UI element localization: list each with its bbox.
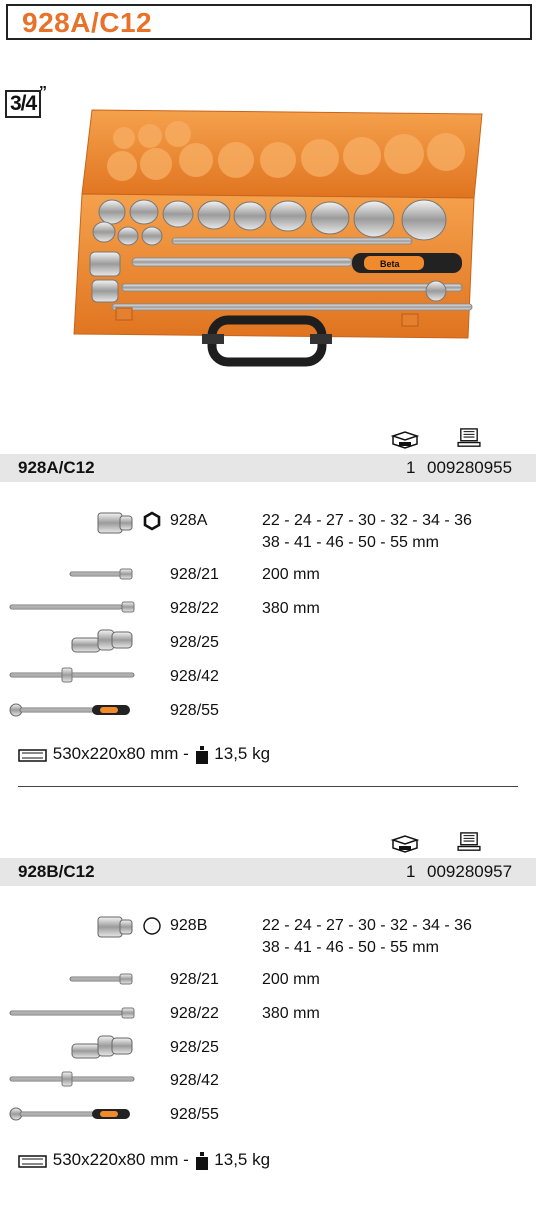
weight-icon — [194, 745, 210, 765]
case-weight: 13,5 kg — [214, 1150, 271, 1169]
item-spec: 200 mm — [262, 971, 320, 988]
hexagon-bold-icon — [142, 511, 162, 531]
ratchet-icon — [8, 1106, 132, 1122]
set-header-strip — [0, 858, 536, 886]
case-weight: 13,5 kg — [214, 744, 271, 763]
set-quantity: 1 — [406, 458, 416, 477]
title-box — [6, 4, 532, 40]
case-dimensions-icon — [18, 1152, 48, 1170]
t-handle-icon — [8, 1070, 136, 1088]
item-ref: 928/25 — [170, 1039, 219, 1056]
page-title: 928A/C12 — [22, 7, 153, 38]
set-quantity: 1 — [406, 862, 416, 881]
item-ref: 928/22 — [170, 1005, 219, 1022]
circle-icon — [142, 916, 162, 936]
set-code: 928A/C12 — [18, 458, 95, 477]
socket-sizes-line-1: 22 - 24 - 27 - 30 - 32 - 34 - 36 — [262, 917, 472, 934]
socket-ref: 928A — [170, 512, 208, 529]
socket-sizes-line-2: 38 - 41 - 46 - 50 - 55 mm — [262, 939, 439, 956]
socket-icon — [96, 912, 136, 942]
set-ean-code: 009280957 — [427, 862, 513, 881]
extension-bar-icon — [8, 1006, 136, 1020]
item-ref: 928/21 — [170, 971, 219, 988]
t-handle-icon — [8, 666, 136, 684]
case-dimensions: 530x220x80 mm - — [52, 744, 189, 763]
universal-joint-icon — [68, 1032, 136, 1062]
set-header-strip — [0, 454, 536, 482]
case-dimensions-icon — [18, 746, 48, 764]
item-spec: 380 mm — [262, 1005, 320, 1022]
item-ref: 928/55 — [170, 702, 219, 719]
drive-size-badge: 3/4 — [5, 90, 41, 118]
case-footer — [18, 744, 270, 765]
item-spec: 200 mm — [262, 566, 320, 583]
extension-bar-icon — [68, 567, 134, 581]
set-ean-code: 009280955 — [427, 458, 513, 477]
case-dimensions: 530x220x80 mm - — [52, 1150, 189, 1169]
item-ref: 928/42 — [170, 668, 219, 685]
universal-joint-icon — [68, 626, 136, 656]
item-ref: 928/42 — [170, 1072, 219, 1089]
item-ref: 928/22 — [170, 600, 219, 617]
barcode-computer-icon — [454, 428, 484, 448]
weight-icon — [194, 1151, 210, 1171]
socket-ref: 928B — [170, 917, 208, 934]
socket-sizes-line-2: 38 - 41 - 46 - 50 - 55 mm — [262, 534, 439, 551]
tool-case-icon — [390, 834, 420, 854]
extension-bar-icon — [68, 972, 134, 986]
extension-bar-icon — [8, 600, 136, 614]
tool-case-icon — [390, 430, 420, 450]
socket-sizes — [262, 915, 472, 959]
case-footer — [18, 1150, 270, 1171]
section-divider — [18, 786, 518, 787]
item-ref: 928/21 — [170, 566, 219, 583]
set-code: 928B/C12 — [18, 862, 95, 881]
photo-brand-label: Beta — [380, 259, 400, 269]
socket-sizes-line-1: 22 - 24 - 27 - 30 - 32 - 34 - 36 — [262, 512, 472, 529]
socket-icon — [96, 508, 136, 538]
item-ref: 928/25 — [170, 634, 219, 651]
drive-size-quote: ” — [39, 84, 47, 101]
item-spec: 380 mm — [262, 600, 320, 617]
socket-sizes — [262, 510, 472, 554]
item-ref: 928/55 — [170, 1106, 219, 1123]
product-photo — [52, 108, 492, 374]
barcode-computer-icon — [454, 832, 484, 852]
ratchet-icon — [8, 702, 132, 718]
